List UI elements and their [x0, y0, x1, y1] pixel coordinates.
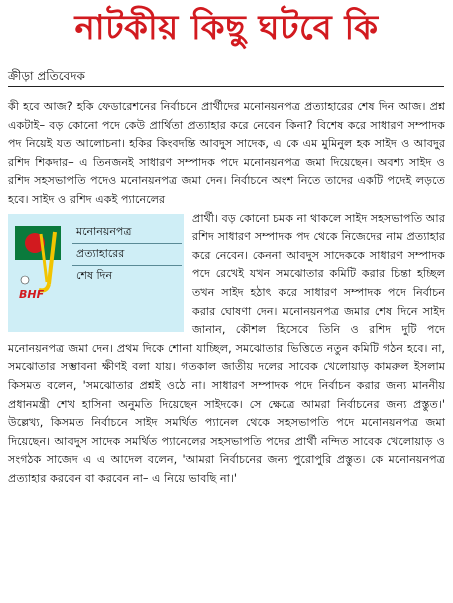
- byline: ক্রীড়া প্রতিবেদক: [8, 69, 85, 83]
- byline-divider: [8, 86, 444, 87]
- inset-line-3: শেষ দিন: [76, 268, 113, 282]
- inset-line-2: প্রত্যাহারের: [72, 244, 182, 266]
- inset-line-1: মনোনয়নপত্র: [72, 222, 182, 244]
- article-body: [8, 98, 445, 488]
- article-paragraph-2: প্রার্থী। বড় কোনো চমক না থাকলে সাইদ সহসভাপতি আর রশিদ সাধারণ সম্পাদক পদ থেকে নিজেদের নাম প্রত্যাহার করে নেবেন। কেননা আবদুস সাদেককে সাধারণ সম্পাদক পদে রেখেই যখন সমঝোতার কমিটি করার চিন্তা হচ্ছিল তখন সাইদ হঠাৎ করে সাধারণ সম্পাদক পদে নির্বাচন করার ঘোষণা দেন। মনোনয়নপত্র জমার শেষ দিনে সাইদ জানান, কৌশল হিসেবে তিনি ও রশিদ দুটি পদে মনোনয়নপত্র জমা দেন। প্রথম দিকে শোনা যাচ্ছিল, সমঝোতার ভিত্তিতে নতুন কমিটি গঠন হবে। না, সমঝোতার সম্ভাবনা ক্ষীণই বলা যায়। গতকাল জাতীয় দলের সাবেক খেলোয়াড় কামরুল ইসলাম কিসমত বলেন, 'সমঝোতার প্রশ্নই ওঠে না। সাধারণ সম্পাদক পদে নির্বাচন করার জন্য মাননীয় প্রধানমন্ত্রী শেখ হাসিনা অনুমতি দিয়েছেন সাইদকে। সে ক্ষেত্রে আমরা নির্বাচনের জন্য প্রস্তুত।' উল্লেখ্য, কিসমত নির্বাচনে সাইদ সমর্থিত প্যানেল থেকে সহসভাপতি পদে মনোনয়নপত্র জমা দিয়েছেন। আবদুস সাদেক সমর্থিত প্যানেলের সহসভাপতি পদের প্রার্থী নন্দিত সাবেক খেলোয়াড় ও সংগঠক সাজেদ এ এ আদেল বলেন, 'আমরা নির্বাচনের জন্য পুরোপুরি প্রস্তুত। কে মনোনয়নপত্র প্রত্যাহার করবেন বা করবেন না– এ নিয়ে ভাবছি না।': [8, 211, 445, 485]
- logo-text: BHF: [19, 287, 45, 301]
- article-paragraph-1: কী হবে আজ? হকি ফেডারেশনের নির্বাচনে প্রার্থীদের মনোনয়নপত্র প্রত্যাহারের শেষ দিন আজ। প্রশ্ন একটাই– বড় কোনো পদে কেউ প্রার্থিতা প্রত্যাহার করে নেবেন কিনা? বিশেষ করে সাধারণ সম্পাদক পদ নিয়েই যত আলোচনা। হকির কিংবদন্তি আবদুস সাদেক, এ কে এম মুমিনুল হক সাইদ ও আবদুর রশিদ শিকদার– এ তিনজনই সাধারণ সম্পাদক পদে মনোনয়নপত্র জমা দিয়েছেন। অবশ্য সাইদ ও রশিদ সহসভাপতি পদেও মনোনয়নপত্র জমা দেন। নির্বাচনে অংশ নিতে তাদের একটি পদেই লড়তে হবে। সাইদ ও রশিদ একই প্যানেলের: [8, 100, 445, 206]
- headline: নাটকীয় কিছু ঘটবে কি: [74, 8, 379, 48]
